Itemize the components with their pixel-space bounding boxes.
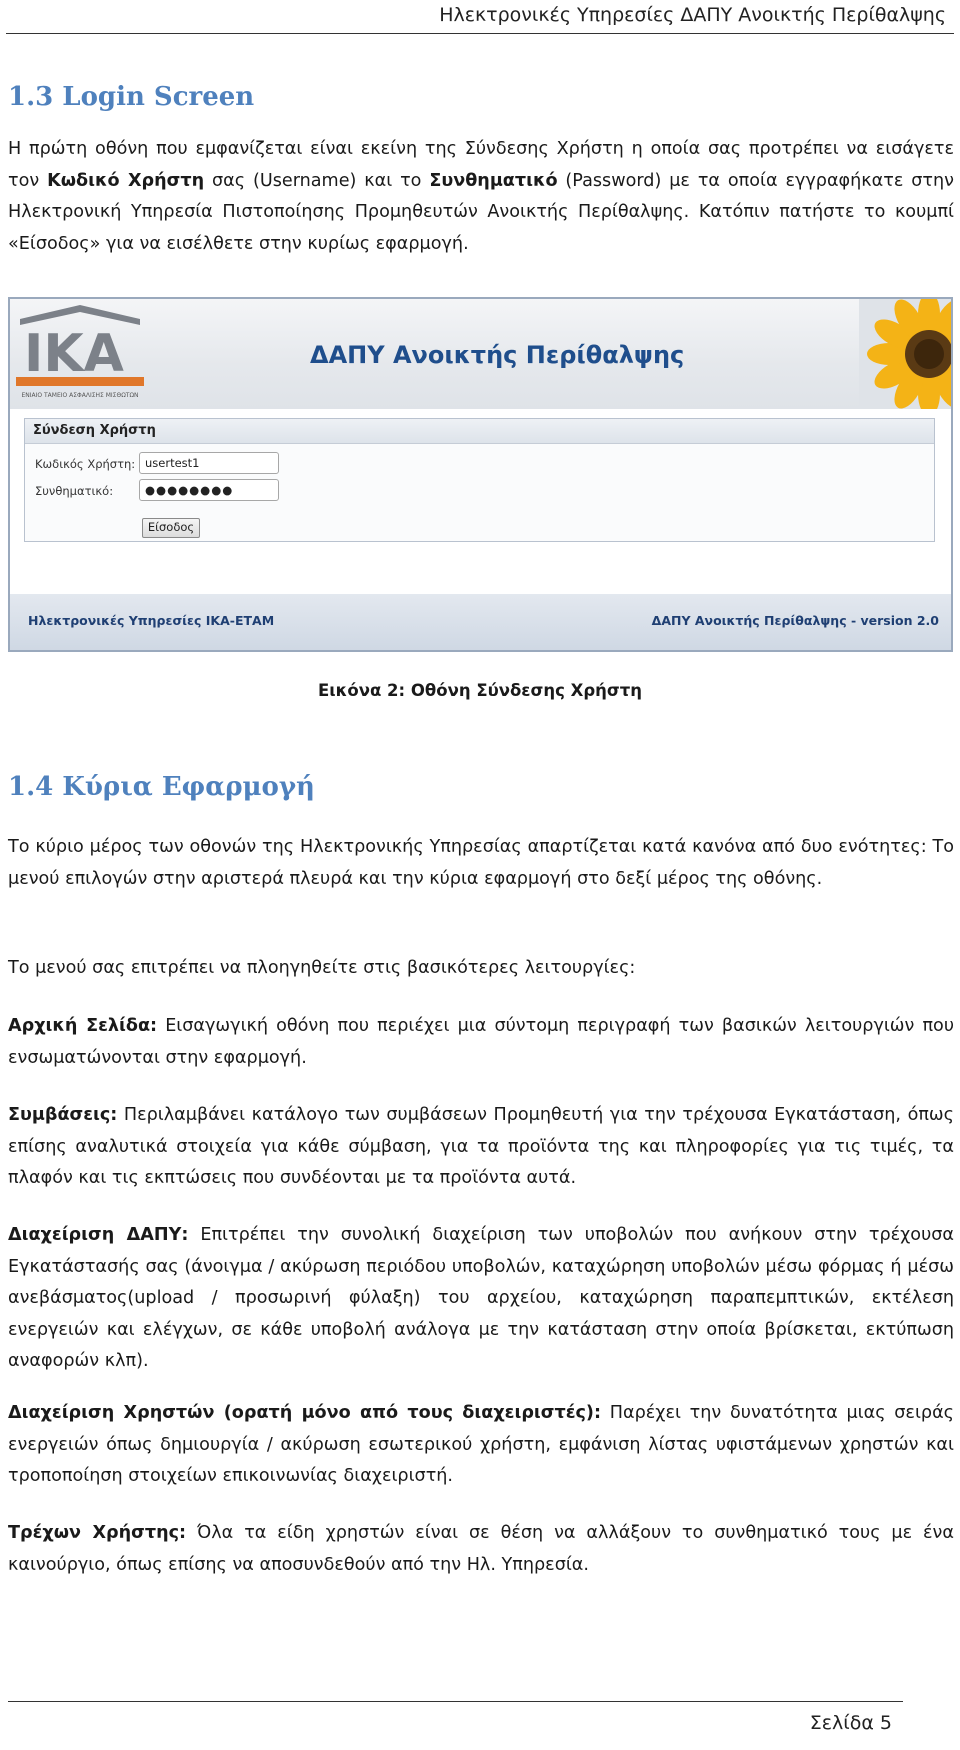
figure-caption: Εικόνα 2: Οθόνη Σύνδεσης Χρήστη (317, 681, 643, 700)
menu-item-home (8, 1011, 954, 1074)
login-panel (24, 418, 935, 542)
app-banner (10, 299, 951, 409)
sunflower-image (859, 299, 951, 409)
logo-subtext: ΕΝΙΑΙΟ ΤΑΜΕΙΟ ΑΣΦΑΛΙΣΗΣ ΜΙΣΘΩΤΩΝ (21, 392, 139, 399)
intro-username-term: Κωδικό Χρήστη (47, 170, 205, 191)
page-number: Σελίδα 5 (809, 1712, 892, 1734)
login-button[interactable]: Είσοδος (142, 518, 200, 538)
menu-item-dapy-management (8, 1220, 954, 1378)
menu-item-text: Περιλαμβάνει κατάλογο των συμβάσεων Προμηθευτή για την τρέχουσα Εγκατάσταση, όπως επίσης αναλυτικά στοιχεία για κάθε σύμβαση, για τα προϊόντα της και πληροφορίες για τις τιμές, τα πλαφόν και τις εκπτώσεις που συνδέονται με τα προϊόντα αυτά. (8, 1105, 954, 1188)
menu-item-term: Διαχείριση ΔΑΠΥ: (8, 1225, 189, 1245)
section-heading-login: 1.3 Login Screen (8, 82, 255, 112)
header-divider (6, 33, 954, 34)
password-input[interactable]: ●●●●●●●● (139, 479, 279, 501)
menu-item-text: Εισαγωγική οθόνη που περιέχει μια σύντομη περιγραφή των βασικών λειτουργιών που ενσωματώνονται στην εφαρμογή. (8, 1016, 954, 1068)
password-label: Συνθηματικό: (35, 484, 114, 498)
intro-text-2: σας (Username) και το (204, 170, 430, 191)
menu-item-contracts (8, 1100, 954, 1195)
intro-password-term: Συνθηματικό (429, 170, 558, 191)
login-panel-header: Σύνδεση Χρήστη (25, 419, 934, 444)
menu-item-term: Συμβάσεις: (8, 1105, 118, 1125)
main-app-paragraph: Το κύριο μέρος των οθονών της Ηλεκτρονικής Υπηρεσίας απαρτίζεται κατά κανόνα από δυο ενότητες: Το μενού επιλογών στην αριστερά πλευρά και την κύρια εφαρμογή στο δεξί μέρος της οθόνης. (8, 837, 954, 889)
logo-text: IKA (24, 324, 124, 384)
running-header: Ηλεκτρονικές Υπηρεσίες ΔΑΠΥ Ανοικτής Περίθαλψης (439, 4, 946, 26)
section-heading-main-app: 1.4 Κύρια Εφαρμογή (8, 772, 315, 802)
menu-item-term: Διαχείριση Χρηστών (ορατή μόνο από τους διαχειριστές): (8, 1403, 602, 1423)
menu-item-text: Επιτρέπει την συνολική διαχείριση των υποβολών που ανήκουν στην τρέχουσα Εγκατάστασής σας (άνοιγμα / ακύρωση περιόδου υποβολών, καταχώρηση υποβολών μέσω φόρμας ή μέσω ανεβάσματος(upload / προσωρινή φύλαξη) του αρχείου, καταχώρηση παραπεμπτικών, εκτέλεση ενεργειών και ελέγχων, σε κάθε υποβολή ανάλογα με την κατάσταση στην οποία βρίσκεται, εκτύπωση αναφορών κλπ). (8, 1225, 954, 1371)
menu-item-user-management (8, 1398, 954, 1493)
login-screen-figure (8, 297, 953, 652)
intro-text-3: (Password) με τα οποία εγγραφήκατε στην Ηλεκτρονική Υπηρεσία Πιστοποίησης Προμηθευτών Ανοικτής Περίθαλψης. Κατόπιν πατήστε το κουμπί «Είσοδος» για να εισέλθετε στην κυρίως εφαρμογή. (8, 170, 954, 254)
intro-text-1: Η πρώτη οθόνη που εμφανίζεται είναι εκείνη της Σύνδεσης Χρήστη η οποία σας προτρέπει να εισάγετε τον (8, 139, 954, 191)
menu-item-text: Παρέχει την δυνατότητα μιας σειράς ενεργειών όπως δημιουργία / ακύρωση εσωτερικού χρήστη, εμφάνιση λίστας υφιστάμενων χρηστών και τροποποίηση στοιχείων επικοινωνίας διαχειριστή. (8, 1403, 954, 1486)
menu-item-term: Αρχική Σελίδα: (8, 1016, 158, 1036)
banner-title: ΔΑΠΥ Ανοικτής Περίθαλψης (310, 341, 685, 369)
username-label: Κωδικός Χρήστη: (35, 457, 136, 471)
menu-intro-paragraph: Το μενού σας επιτρέπει να πλοηγηθείτε στις βασικότερες λειτουργίες: (8, 958, 636, 978)
ika-logo (16, 303, 144, 403)
footer-version-text: ΔΑΠΥ Ανοικτής Περίθαλψης - version 2.0 (651, 613, 939, 628)
app-footer (10, 594, 951, 650)
menu-item-term: Τρέχων Χρήστης: (8, 1523, 187, 1543)
menu-item-current-user (8, 1518, 954, 1581)
username-input[interactable]: usertest1 (139, 452, 279, 474)
footer-divider (8, 1701, 903, 1702)
footer-left-text: Ηλεκτρονικές Υπηρεσίες ΙΚΑ-ΕΤΑΜ (28, 613, 275, 628)
login-intro-paragraph (8, 134, 954, 260)
menu-item-text: Όλα τα είδη χρηστών είναι σε θέση να αλλάξουν το συνθηματικό τους με ένα καινούργιο, όπως επίσης να αποσυνδεθούν από την Ηλ. Υπηρεσία. (8, 1523, 954, 1575)
